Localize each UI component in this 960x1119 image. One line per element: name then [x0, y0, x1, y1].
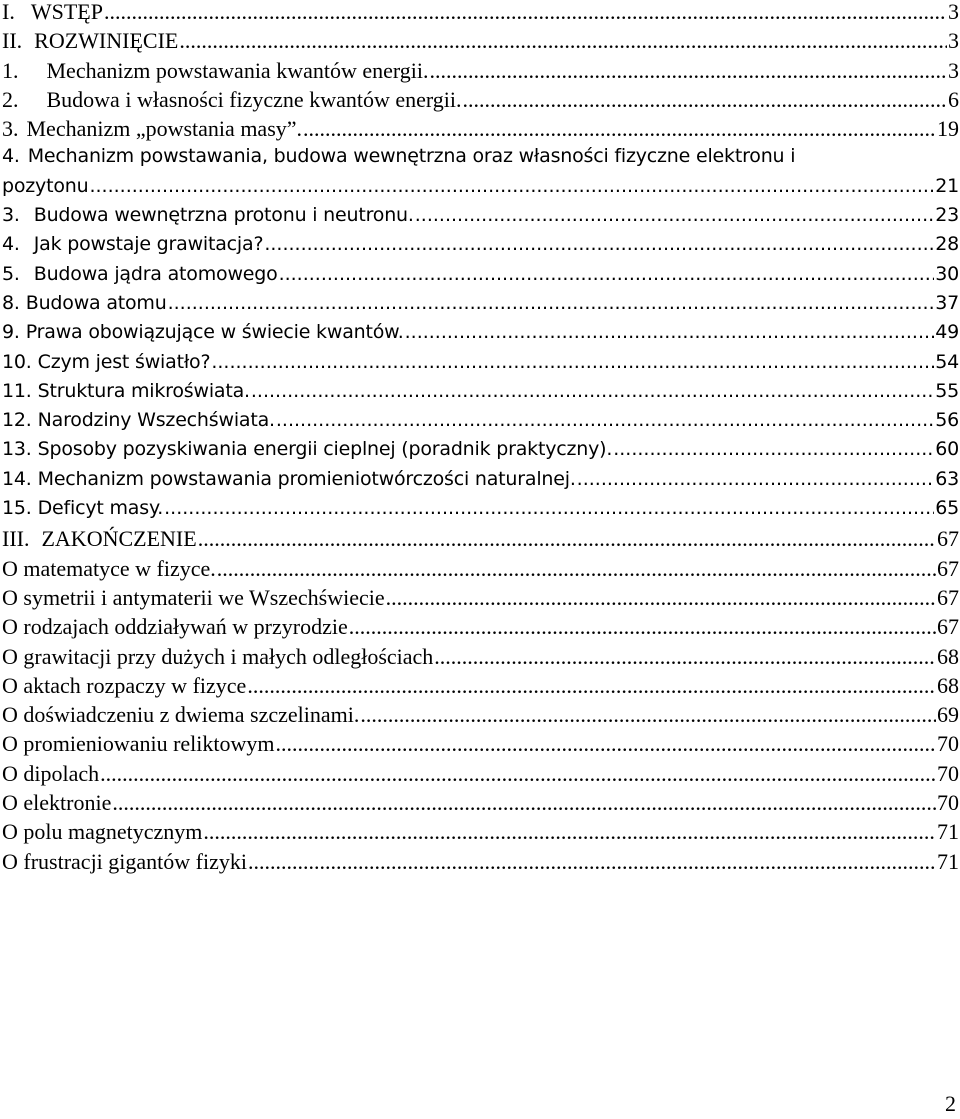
dot-leader [434, 644, 936, 670]
toc-entry-number: 14. [2, 467, 32, 490]
toc-entry-page: 63 [935, 467, 959, 490]
dot-leader [415, 204, 934, 226]
toc-entry[interactable] [2, 644, 959, 673]
toc-entry[interactable] [2, 526, 959, 555]
toc-entry[interactable] [2, 585, 959, 614]
table-of-contents [2, 0, 959, 878]
toc-entry-page: 69 [937, 702, 959, 728]
toc-entry-page: 71 [937, 848, 959, 874]
toc-entry-number: II. [2, 28, 23, 54]
toc-entry-number: 4. [2, 145, 20, 168]
toc-entry[interactable] [2, 556, 959, 585]
toc-entry-page: 54 [935, 350, 959, 373]
toc-entry[interactable] [2, 233, 959, 262]
dot-leader [276, 731, 936, 757]
toc-entry-title: Sposoby pozyskiwania energii cieplnej (poradnik praktyczny). [37, 438, 613, 461]
toc-entry-page: 6 [948, 86, 959, 112]
toc-entry-title: O aktach rozpaczy w fizyce [2, 672, 247, 698]
toc-entry-page: 3 [948, 57, 959, 83]
toc-entry-title: O frustracji gigantów fizyki [2, 848, 247, 874]
toc-entry-page: 49 [935, 321, 959, 344]
toc-entry[interactable] [2, 0, 959, 28]
toc-entry[interactable] [2, 321, 959, 350]
toc-entry-number: 11. [2, 379, 32, 402]
toc-entry-number: 4. [2, 233, 20, 256]
dot-leader [104, 0, 947, 25]
toc-entry-page: 67 [937, 584, 959, 610]
toc-entry[interactable] [2, 849, 959, 878]
toc-entry-title: O symetrii i antymaterii we Wszechświecie [2, 584, 385, 610]
dot-leader [613, 438, 934, 460]
dot-leader [251, 380, 934, 402]
toc-entry-page: 3 [948, 0, 959, 24]
toc-entry-number: 8. [2, 291, 20, 314]
toc-entry-page: 68 [937, 643, 959, 669]
toc-entry[interactable] [2, 468, 959, 497]
toc-entry[interactable] [2, 145, 959, 174]
toc-entry-page: 21 [935, 174, 959, 197]
toc-entry[interactable] [2, 351, 959, 380]
toc-entry-number: 13. [2, 438, 32, 461]
toc-entry-title: Struktura mikroświata. [37, 379, 250, 402]
toc-entry[interactable] [2, 175, 959, 204]
toc-entry[interactable] [2, 28, 959, 57]
toc-entry-title: Budowa atomu [25, 291, 167, 314]
toc-entry-title: Mechanizm powstawania promieniotwórczości naturalnej. [37, 467, 576, 490]
toc-entry-page: 23 [935, 204, 959, 227]
toc-entry-title: Deficyt masy. [37, 497, 164, 520]
toc-entry[interactable] [2, 380, 959, 409]
toc-entry-number: 12. [2, 409, 32, 432]
toc-entry[interactable] [2, 116, 959, 145]
toc-entry-page: 67 [937, 614, 959, 640]
dot-leader [577, 468, 935, 490]
toc-entry-number: 5. [2, 262, 20, 285]
toc-entry-title: Czym jest światło? [37, 350, 211, 373]
toc-entry-title: Prawa obowiązujące w świecie kwantów. [25, 321, 404, 344]
toc-entry-page: 28 [935, 233, 959, 256]
toc-entry-number: 2. [2, 86, 19, 112]
toc-entry[interactable] [2, 819, 959, 848]
dot-leader [203, 819, 936, 845]
toc-entry-title: ZAKOŃCZENIE [41, 526, 197, 552]
toc-entry[interactable] [2, 790, 959, 819]
toc-entry[interactable] [2, 58, 959, 87]
toc-entry-title: O dipolach [2, 760, 100, 786]
toc-entry-title: pozytonu [2, 174, 89, 197]
toc-entry[interactable] [2, 614, 959, 643]
dot-leader [264, 233, 934, 255]
toc-entry-number: 9. [2, 321, 20, 344]
toc-entry-page: 67 [937, 555, 959, 581]
toc-entry-title: O matematyce w fizyce. [2, 555, 216, 581]
dot-leader [360, 702, 936, 728]
dot-leader [164, 497, 934, 519]
dot-leader [217, 556, 936, 582]
toc-entry[interactable] [2, 497, 959, 526]
dot-leader [211, 351, 934, 373]
toc-entry-page: 56 [935, 409, 959, 432]
toc-entry-page: 65 [935, 497, 959, 520]
toc-entry-number: 3. [2, 204, 20, 227]
toc-entry-page: 19 [937, 116, 959, 142]
toc-entry-page: 70 [937, 790, 959, 816]
toc-entry-number: 1. [2, 57, 19, 83]
toc-entry-page: 68 [937, 672, 959, 698]
dot-leader [276, 409, 934, 431]
dot-leader [279, 263, 935, 285]
toc-entry-title: Budowa jądra atomowego [33, 262, 278, 285]
toc-entry-title: Mechanizm powstawania kwantów energii. [46, 57, 429, 83]
toc-entry-page: 60 [935, 438, 959, 461]
toc-entry-page: 37 [935, 291, 959, 314]
toc-entry-title: Narodziny Wszechświata. [37, 409, 275, 432]
toc-entry-page: 67 [937, 526, 959, 552]
dot-leader [168, 292, 935, 314]
toc-entry[interactable] [2, 673, 959, 702]
toc-entry-page: 3 [948, 28, 959, 54]
dot-leader [463, 87, 947, 113]
toc-entry-title: Mechanizm „powstania masy”. [26, 116, 303, 142]
dot-leader [303, 116, 936, 142]
page-number: 2 [945, 1091, 956, 1116]
dot-leader [405, 321, 935, 343]
toc-entry[interactable] [2, 731, 959, 760]
toc-entry-title: O polu magnetycznym [2, 819, 203, 845]
dot-leader [112, 790, 936, 816]
dot-leader [89, 175, 934, 197]
toc-entry-title: O grawitacji przy dużych i małych odległościach [2, 643, 434, 669]
toc-entry-number: III. [2, 526, 30, 552]
toc-entry-title: O rodzajach oddziaływań w przyrodzie [2, 614, 348, 640]
toc-entry-number: 15. [2, 497, 32, 520]
toc-entry-title: Mechanizm powstawania, budowa wewnętrzna oraz własności fizyczne elektronu i [27, 145, 796, 168]
dot-leader [247, 673, 936, 699]
dot-leader [248, 849, 936, 875]
toc-entry-page: 70 [937, 760, 959, 786]
toc-entry-page: 55 [935, 379, 959, 402]
toc-entry[interactable] [2, 761, 959, 790]
dot-leader [349, 614, 936, 640]
dot-leader [100, 761, 936, 787]
toc-entry-title: WSTĘP [30, 0, 103, 24]
toc-entry-page: 71 [937, 819, 959, 845]
toc-entry-page: 70 [937, 731, 959, 757]
toc-entry-page: 30 [935, 262, 959, 285]
dot-leader [198, 526, 936, 552]
toc-entry-title: O promieniowaniu reliktowym [2, 731, 275, 757]
dot-leader [179, 28, 947, 54]
toc-entry-number: 10. [2, 350, 32, 373]
toc-entry-number: 3. [2, 116, 19, 142]
toc-entry-title: Budowa i własności fizyczne kwantów energii. [46, 86, 462, 112]
toc-entry[interactable] [2, 409, 959, 438]
toc-entry-number: I. [2, 0, 15, 24]
toc-entry-title: O elektronie [2, 790, 112, 816]
toc-entry-title: O doświadczeniu z dwiema szczelinami. [2, 702, 360, 728]
toc-entry-title: Budowa wewnętrzna protonu i neutronu. [33, 204, 414, 227]
toc-entry[interactable] [2, 204, 959, 233]
toc-entry-title: Jak powstaje grawitacja? [33, 233, 264, 256]
toc-entry[interactable] [2, 87, 959, 116]
toc-entry[interactable] [2, 702, 959, 731]
toc-entry[interactable] [2, 292, 959, 321]
toc-entry[interactable] [2, 263, 959, 292]
toc-entry[interactable] [2, 438, 959, 467]
dot-leader [430, 58, 947, 84]
dot-leader [386, 585, 936, 611]
toc-entry-title: ROZWINIĘCIE [34, 28, 179, 54]
